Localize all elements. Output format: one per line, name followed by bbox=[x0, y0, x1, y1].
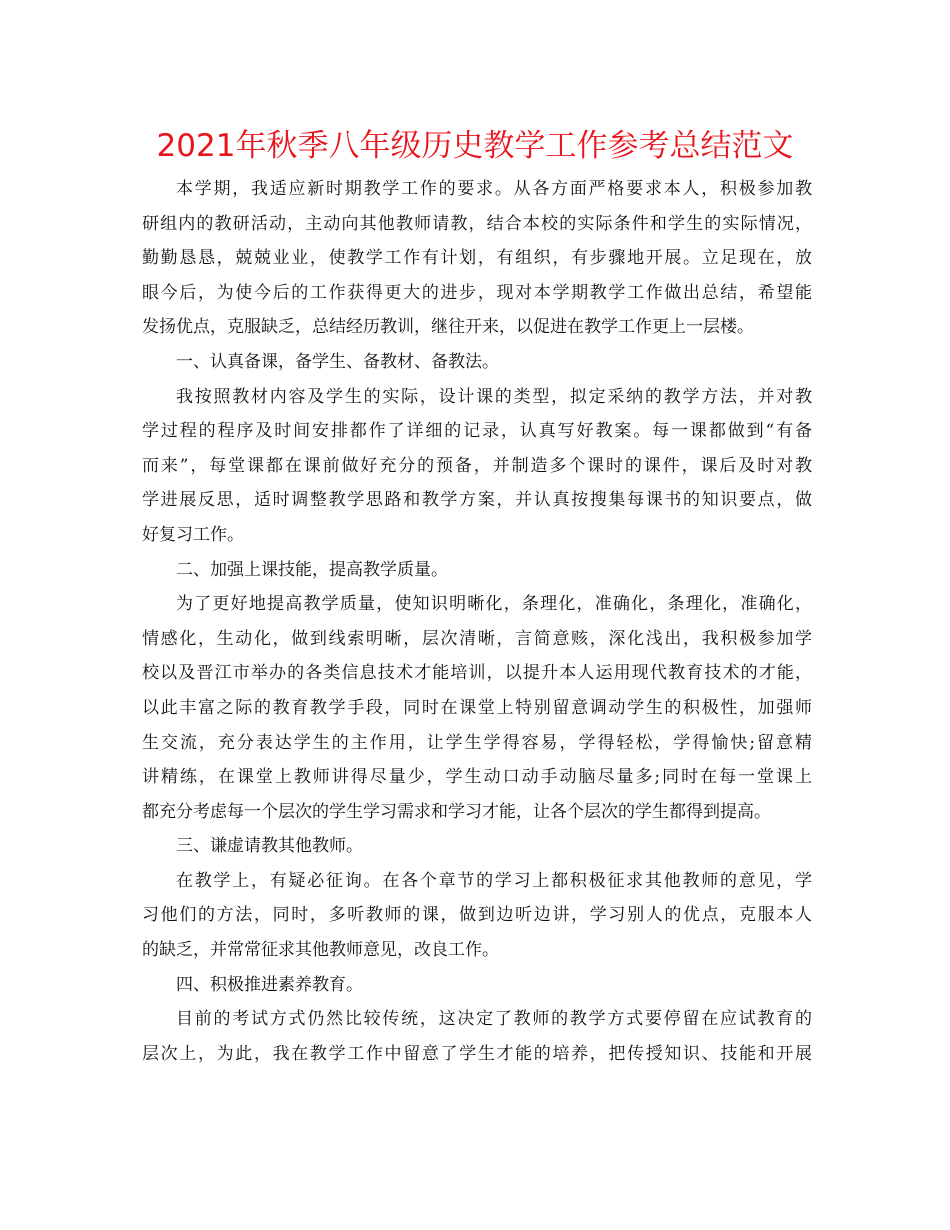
text-line: 为了更好地提高教学质量，使知识明晰化，条理化，准确化，条理化，准确化， bbox=[176, 594, 812, 615]
section-heading bbox=[142, 553, 812, 588]
text-line: 眼今后，为使今后的工作获得更大的进步，现对本学期教学工作做出总结，希望能 bbox=[142, 282, 812, 303]
body-paragraph bbox=[142, 1002, 812, 1071]
text-line: 二、加强上课技能，提高教学质量。 bbox=[176, 559, 448, 580]
text-line: 好复习工作。 bbox=[142, 524, 244, 545]
body-paragraph bbox=[142, 172, 812, 345]
text-line: 以此丰富之际的教育教学手段，同时在课堂上特别留意调动学生的积极性，加强师 bbox=[142, 697, 812, 718]
text-line: 在教学上，有疑必征询。在各个章节的学习上都积极征求其他教师的意见，学 bbox=[176, 870, 812, 891]
body-paragraph bbox=[142, 380, 812, 553]
text-line: 发扬优点，克服缺乏，总结经历教训，继往开来，以促进在教学工作更上一层楼。 bbox=[142, 317, 754, 338]
text-line: 习他们的方法，同时，多听教师的课，做到边听边讲，学习别人的优点，克服本人 bbox=[142, 905, 812, 926]
section-heading bbox=[142, 968, 812, 1003]
text-line: 讲精练，在课堂上教师讲得尽量少，学生动口动手动脑尽量多;同时在每一堂课上 bbox=[142, 767, 812, 788]
text-line: 校以及晋江市举办的各类信息技术才能培训，以提升本人运用现代教育技术的才能， bbox=[142, 663, 812, 684]
section-heading bbox=[142, 829, 812, 864]
text-line: 四、积极推进素养教育。 bbox=[176, 974, 363, 995]
text-line: 研组内的教研活动，主动向其他教师请教，结合本校的实际条件和学生的实际情况， bbox=[142, 213, 812, 234]
text-line: 的缺乏，并常常征求其他教师意见，改良工作。 bbox=[142, 940, 499, 961]
text-line: 情感化，生动化，做到线索明晰，层次清晰，言简意赅，深化浅出，我积极参加学 bbox=[142, 628, 812, 649]
text-line: 目前的考试方式仍然比较传统，这决定了教师的教学方式要停留在应试教育的 bbox=[176, 1009, 812, 1030]
text-line: 学进展反思，适时调整教学思路和教学方案，并认真按搜集每课书的知识要点，做 bbox=[142, 490, 812, 511]
text-line: 生交流，充分表达学生的主作用，让学生学得容易，学得轻松，学得愉快;留意精 bbox=[142, 732, 812, 753]
body-paragraph bbox=[142, 587, 812, 829]
document-title: 2021年秋季八年级历史教学工作参考总结范文 bbox=[156, 128, 794, 164]
text-line: 三、谦虚请教其他教师。 bbox=[176, 836, 363, 857]
text-line: 而来”，每堂课都在课前做好充分的预备，并制造多个课时的课件，课后及时对教 bbox=[142, 455, 812, 476]
body-paragraph bbox=[142, 864, 812, 968]
text-line: 都充分考虑每一个层次的学生学习需求和学习才能，让各个层次的学生都得到提高。 bbox=[142, 801, 771, 822]
text-line: 一、认真备课，备学生、备教材、备教法。 bbox=[176, 351, 499, 372]
document-body bbox=[142, 172, 812, 1071]
text-line: 我按照教材内容及学生的实际，设计课的类型，拟定采纳的教学方法，并对教 bbox=[176, 386, 812, 407]
text-line: 本学期，我适应新时期教学工作的要求。从各方面严格要求本人，积极参加教 bbox=[176, 179, 812, 199]
text-line: 勤勤恳恳，兢兢业业，使教学工作有计划，有组织，有步骤地开展。立足现在，放 bbox=[142, 248, 812, 269]
text-line: 层次上，为此，我在教学工作中留意了学生才能的培养，把传授知识、技能和开展 bbox=[142, 1043, 812, 1064]
text-line: 学过程的程序及时间安排都作了详细的记录，认真写好教案。每一课都做到“有备 bbox=[142, 421, 812, 442]
section-heading bbox=[142, 345, 812, 380]
